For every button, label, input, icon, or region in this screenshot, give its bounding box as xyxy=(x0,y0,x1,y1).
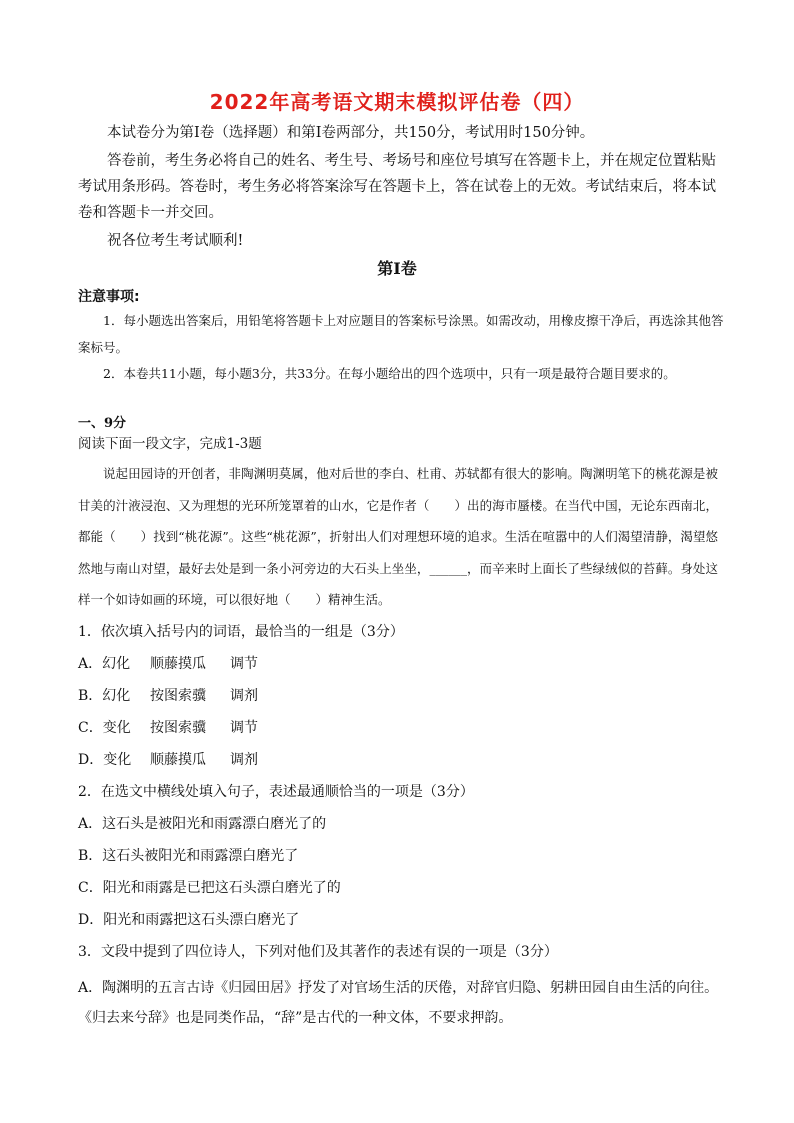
section-title: 第I卷 xyxy=(377,259,417,278)
notes-heading: 注意事项: xyxy=(78,289,140,305)
notes-block xyxy=(78,360,728,387)
question-stem: 2．在选文中横线处填入句子，表述最通顺恰当的一项是（3分） xyxy=(78,784,474,800)
question-option[interactable] xyxy=(78,749,728,769)
option-word: 按图索骥 xyxy=(150,720,206,736)
note-item: 1．每小题选出答案后，用铅笔将答题卡上对应题目的答案标号涂黑。如需改动，用橡皮擦干净后，再选涂其他答案标号。 xyxy=(78,313,724,355)
option-word: A．幻化 xyxy=(78,656,131,672)
option-word: C．变化 xyxy=(78,720,131,736)
intro-paragraph: 本试卷分为第I卷（选择题）和第I卷两部分，共150分，考试用时150分钟。 xyxy=(107,125,595,141)
intro-block xyxy=(78,228,728,254)
passage-text: 说起田园诗的开创者，非陶渊明莫属，他对后世的李白、杜甫、苏轼都有很大的影响。陶渊明笔下的桃花源是被甘美的汁液浸泡、又为理想的光环所笼罩着的山水，它是作者（ ）出的海市蜃楼。在当代中国，无论东西南北，都能（ ）找到“桃花源”。这些“桃花源”，折射出人们对理想环境的追求。生活在喧嚣中的人们渴望清静，渴望悠然地与南山对望，最好去处是到一条小河旁边的大石头上坐坐，______，而辛来时上面长了些绿绒似的苔藓。身处这样一个如诗如画的环境，可以很好地（ ）精神生活。 xyxy=(78,466,718,607)
question-stem: 1．依次填入括号内的词语，最恰当的一组是（3分） xyxy=(78,624,404,640)
question-option[interactable]: C．阳光和雨露是已把这石头漂白磨光了的 xyxy=(78,880,341,896)
question-option[interactable]: A．陶渊明的五言古诗《归园田居》抒发了对官场生活的厌倦，对辞官归隐、躬耕田园自由生活的向往。《归去来兮辞》也是同类作品，“辞”是古代的一种文体，不要求押韵。 xyxy=(78,980,719,1026)
intro-block xyxy=(78,148,728,226)
page-title: 2022年高考语文期末模拟评估卷（四） xyxy=(209,90,585,114)
notes-block xyxy=(78,307,728,361)
reading-instruction: 阅读下面一段文字，完成1-3题 xyxy=(78,436,262,452)
option-word: 调节 xyxy=(230,656,258,672)
option-word: 按图索骥 xyxy=(150,688,206,704)
question-option[interactable]: D．阳光和雨露把这石头漂白磨光了 xyxy=(78,912,300,928)
intro-paragraph: 答卷前，考生务必将自己的姓名、考生号、考场号和座位号填写在答题卡上，并在规定位置粘贴考试用条形码。答卷时，考生务必将答案涂写在答题卡上，答在试卷上的无效。考试结束后，将本试卷和答题卡一并交回。 xyxy=(78,153,716,221)
option-word: 调剂 xyxy=(230,688,258,704)
option-word: 顺藤摸瓜 xyxy=(150,752,206,768)
option-word: D．变化 xyxy=(78,752,132,768)
intro-paragraph: 祝各位考生考试顺利! xyxy=(107,233,244,249)
question-option[interactable]: B．这石头被阳光和雨露漂白磨光了 xyxy=(78,848,299,864)
option-word: 顺藤摸瓜 xyxy=(150,656,206,672)
part-heading: 一、9分 xyxy=(78,416,127,431)
reading-passage xyxy=(78,458,718,616)
question-stem: 3．文段中提到了四位诗人，下列对他们及其著作的表述有误的一项是（3分） xyxy=(78,944,558,960)
question-option[interactable] xyxy=(78,653,728,673)
option-word: 调节 xyxy=(230,720,258,736)
option-word: B．幻化 xyxy=(78,688,131,704)
option-word: 调剂 xyxy=(230,752,258,768)
note-item: 2．本卷共11小题，每小题3分，共33分。在每小题给出的四个选项中，只有一项是最符合题目要求的。 xyxy=(103,366,676,381)
question-option[interactable] xyxy=(78,685,728,705)
intro-block xyxy=(78,120,728,146)
question-option[interactable] xyxy=(78,717,728,737)
question-option[interactable]: A．这石头是被阳光和雨露漂白磨光了的 xyxy=(78,816,327,832)
